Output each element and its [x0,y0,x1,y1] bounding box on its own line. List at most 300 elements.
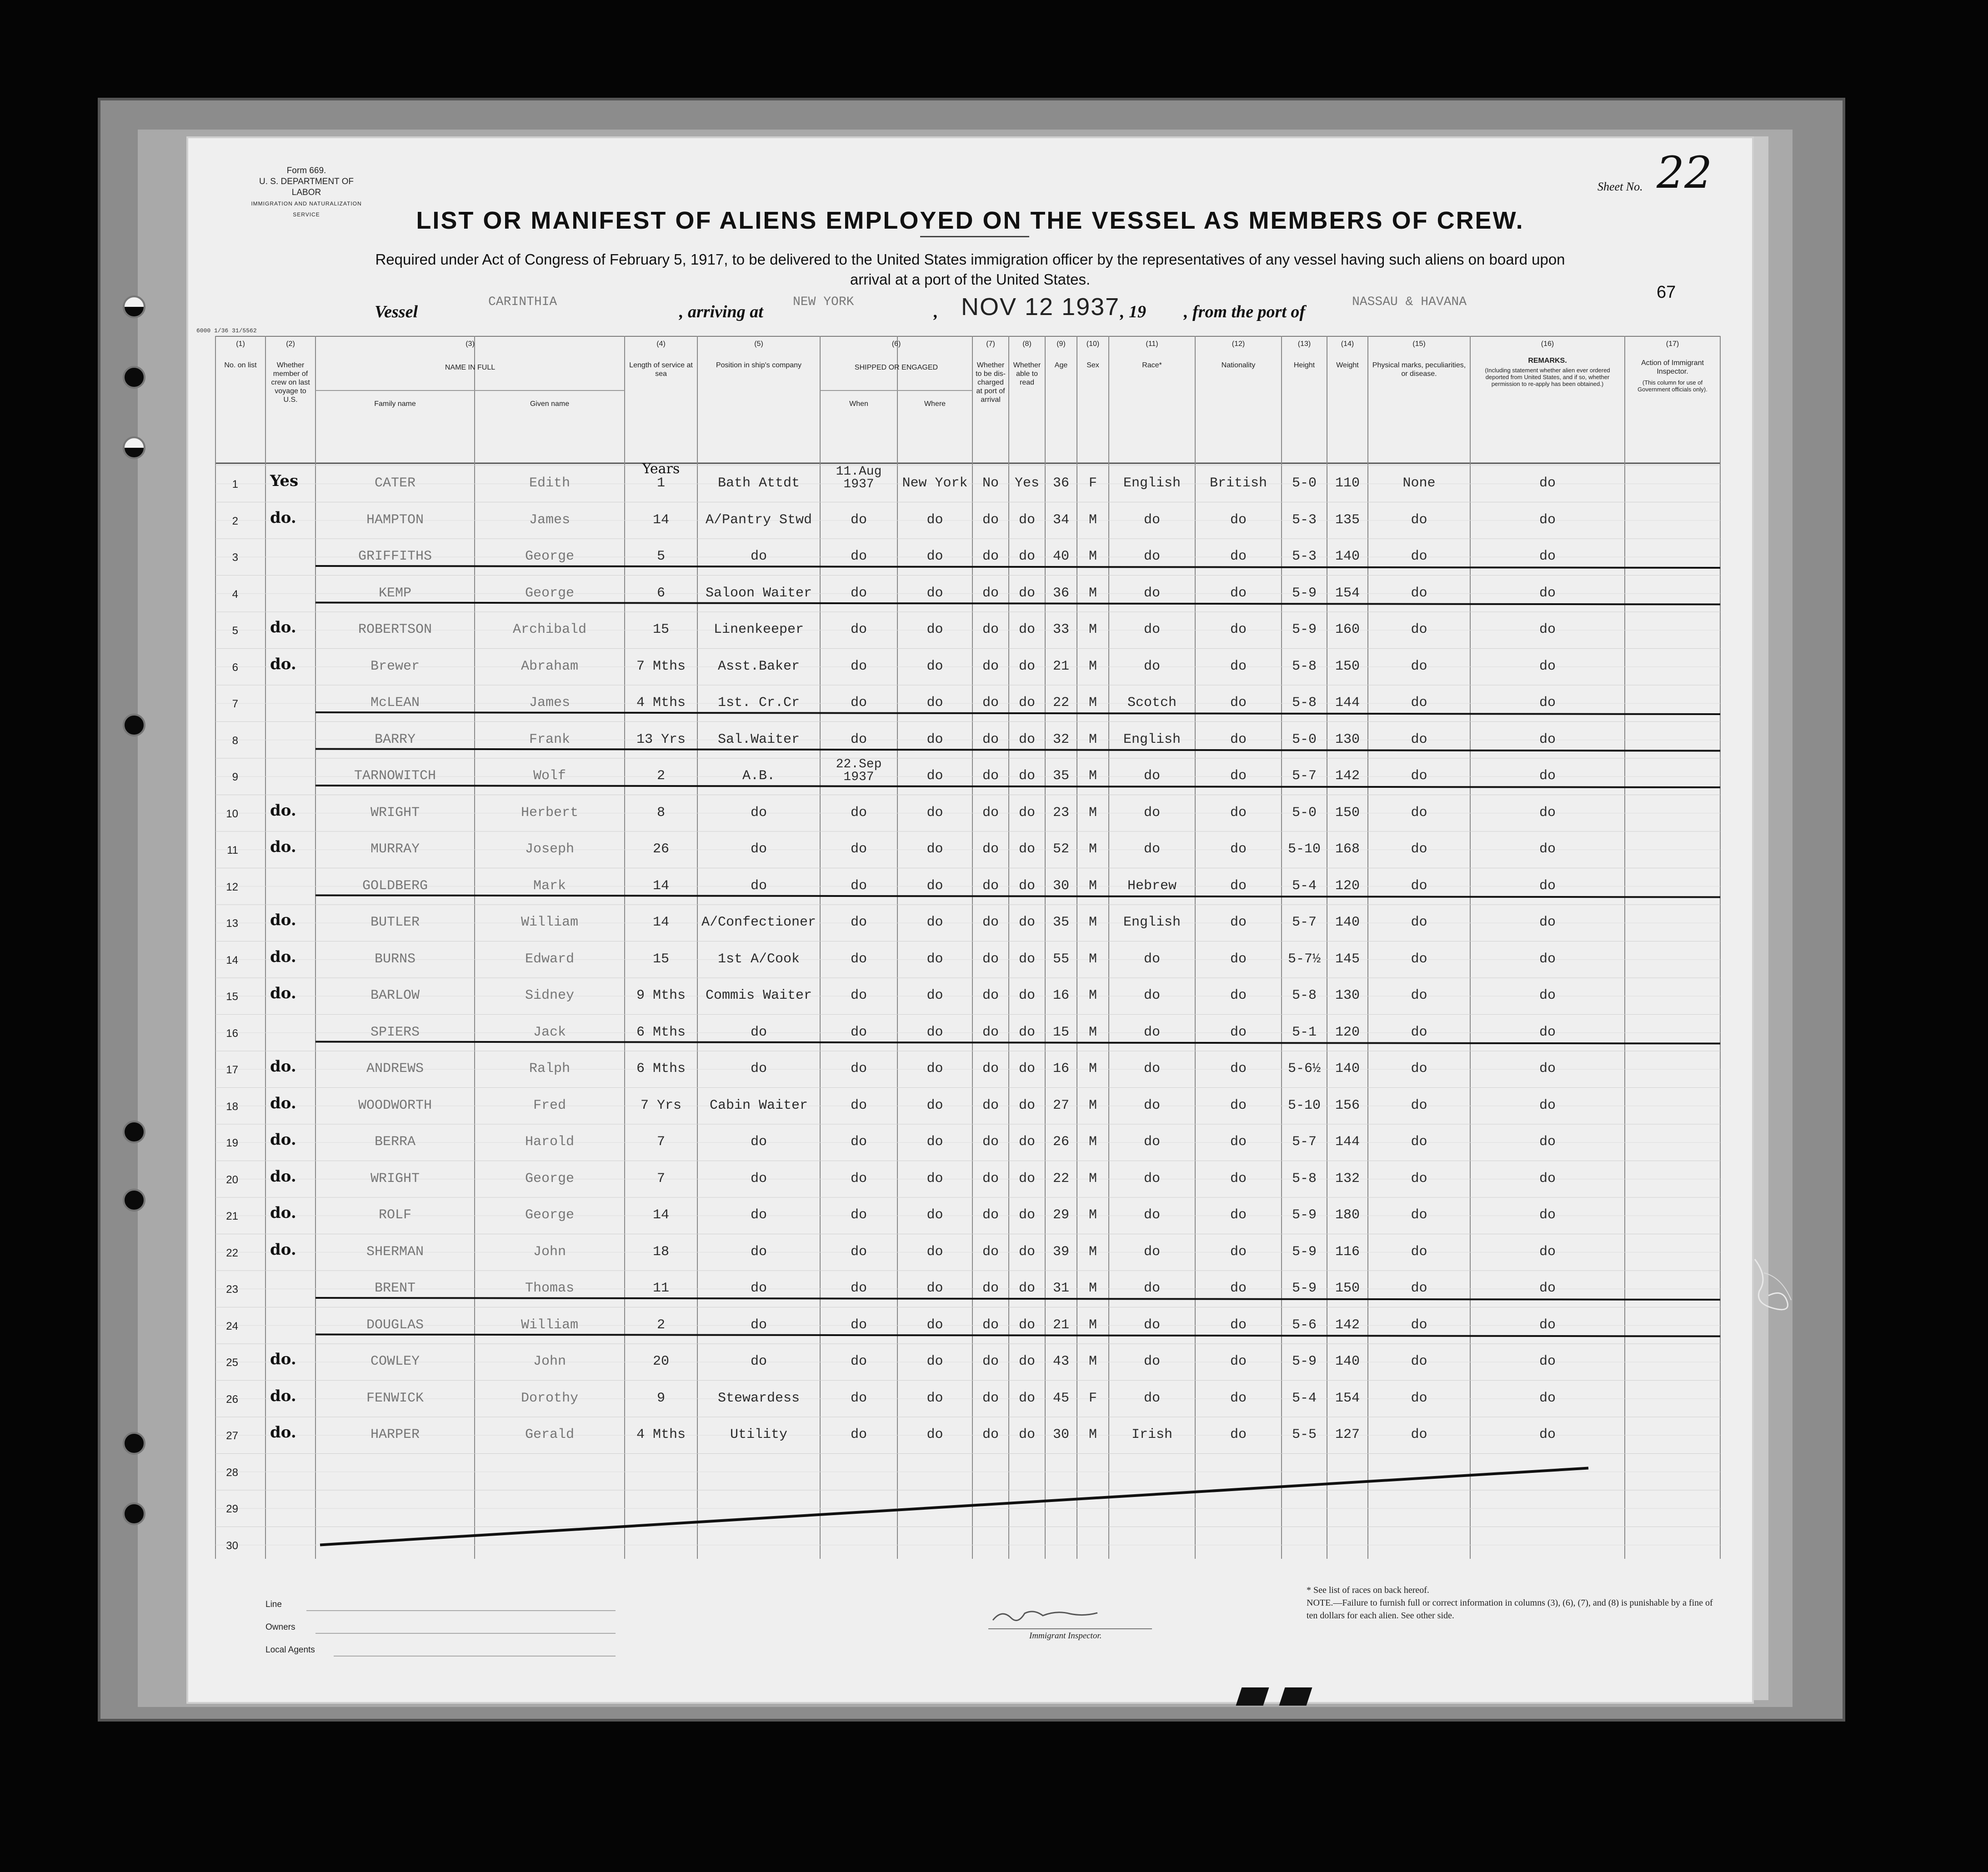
able-to-read-cell: do [1018,1427,1035,1442]
line-number: 19 [226,1137,238,1149]
race-cell: do [1143,841,1160,857]
line-number: 12 [226,881,238,893]
remarks-cell: do [1539,512,1556,528]
nationality-cell: do [1230,1244,1247,1260]
position-cell: Bath Attdt [717,476,800,491]
line-number: 25 [226,1356,238,1369]
nationality-cell: do [1230,585,1247,601]
department: U. S. DEPARTMENT OF LABOR [259,177,354,197]
weight-cell: 130 [1335,731,1360,747]
family-name-cell: WRIGHT [370,1171,420,1186]
discharged-cell: do [982,768,999,784]
weight-cell: 140 [1335,1061,1360,1076]
remarks-cell: do [1539,476,1556,491]
shipped-where-cell: do [926,695,943,711]
family-name-cell: BARRY [374,731,416,747]
comma: , [934,302,938,321]
service-cell: 6 Mths [636,1061,686,1076]
shipped-where-cell: do [926,731,943,747]
height-cell: 5-6 [1292,1317,1317,1333]
service-cell: 4 Mths [636,695,686,711]
line-field [306,1610,616,1611]
service-cell: 14 [652,878,669,894]
weight-cell: 160 [1335,622,1360,637]
line-number: 6 [232,661,238,674]
age-cell: 30 [1052,1427,1069,1442]
sex-cell: M [1088,1171,1097,1186]
nationality-cell: do [1230,1097,1247,1113]
last-voyage-mark: do. [270,911,296,929]
discharged-cell: do [982,1244,999,1260]
position-cell: A/Confectioner [701,915,816,930]
service-cell: 13 Yrs [636,731,686,747]
shipped-when-cell: do [850,915,867,930]
physical-marks-cell: None [1402,476,1436,491]
race-cell: do [1143,768,1160,784]
shipped-when-cell: do [850,1097,867,1113]
nationality-cell: do [1230,1171,1247,1186]
nationality-cell: do [1230,1061,1247,1076]
race-cell: English [1123,731,1181,747]
inspector-signature [988,1607,1107,1629]
last-voyage-mark: do. [270,1094,296,1112]
sex-cell: M [1088,1061,1097,1076]
service-cell: 7 [656,1134,665,1150]
shipped-when-cell: do [850,988,867,1003]
shipped-when-cell: do [850,1207,867,1223]
from-port: NASSAU & HAVANA [1352,295,1467,309]
column-detail-c16: (Including statement whether alien ever ordered deported from United States, and if so, whether permission to re-apply has been obtained.) [1485,367,1610,387]
age-cell: 27 [1052,1097,1069,1113]
remarks-cell: do [1539,1171,1556,1186]
page-title: LIST OR MANIFEST OF ALIENS EMPLOYED ON THE VESSEL AS MEMBERS OF CREW. [416,207,1524,234]
remarks-cell: do [1539,1244,1556,1260]
line-number: 20 [226,1173,238,1186]
discharged-cell: do [982,622,999,637]
column-label-c13: Height [1293,361,1315,369]
height-cell: 5-10 [1287,841,1321,857]
race-cell: Scotch [1127,695,1177,711]
height-cell: 5-6½ [1287,1061,1321,1076]
line-number: 8 [232,734,238,747]
physical-marks-cell: do [1411,1171,1427,1186]
weight-cell: 140 [1335,915,1360,930]
weight-cell: 142 [1335,768,1360,784]
age-cell: 16 [1052,988,1069,1003]
family-name-cell: ANDREWS [366,1061,424,1076]
shipped-where-cell: do [926,1354,943,1369]
column-number-c16: (16) [1541,340,1554,348]
remarks-cell: do [1539,549,1556,564]
weight-cell: 135 [1335,512,1360,528]
binder-hole [123,295,145,318]
given-name-cell: Herbert [521,805,579,821]
physical-marks-cell: do [1411,915,1427,930]
last-voyage-mark: do. [270,655,296,673]
position-cell: 1st A/Cook [717,951,800,967]
last-voyage-mark: do. [270,1423,296,1442]
strike-through-line [315,749,1720,751]
last-voyage-mark: do. [270,1240,296,1259]
last-voyage-mark: do. [270,1057,296,1076]
age-cell: 52 [1052,841,1069,857]
column-label-given-name: Given name [530,400,570,408]
sex-cell: M [1088,805,1097,821]
physical-marks-cell: do [1411,512,1427,528]
column-number-c3: (3) [466,340,475,348]
race-cell: do [1143,1097,1160,1113]
discharged-cell: do [982,1427,999,1442]
nationality-cell: do [1230,805,1247,821]
discharged-cell: do [982,695,999,711]
shipped-where-cell: do [926,951,943,967]
nationality-cell: do [1230,1354,1247,1369]
race-cell: do [1143,1024,1160,1040]
weight-cell: 116 [1335,1244,1360,1260]
sex-cell: M [1088,731,1097,747]
line-number: 27 [226,1430,238,1442]
shipped-where-cell: do [926,622,943,637]
discharged-cell: do [982,1281,999,1296]
position-cell: do [750,878,767,894]
last-voyage-mark: do. [270,1167,296,1186]
line-number: 23 [226,1283,238,1296]
family-name-cell: GOLDBERG [362,878,428,894]
arrival-port: NEW YORK [793,295,854,309]
sex-cell: M [1088,1097,1097,1113]
column-label-c10: Sex [1087,361,1099,369]
race-cell: do [1143,622,1160,637]
weight-cell: 120 [1335,1024,1360,1040]
race-cell: do [1143,658,1160,674]
owners-label: Owners [265,1622,295,1632]
shipped-where-cell: do [926,768,943,784]
service-cell: 20 [652,1354,669,1369]
column-label-c5: Position in ship's company [716,361,802,369]
family-name-cell: HARPER [370,1427,420,1442]
physical-marks-cell: do [1411,988,1427,1003]
sex-cell: M [1088,695,1097,711]
position-cell: 1st. Cr.Cr [717,695,800,711]
column-label-c15: Physical marks, peculiarities, or disease. [1372,361,1466,378]
physical-marks-cell: do [1411,1281,1427,1296]
position-cell: A.B. [742,768,775,784]
sex-cell: F [1088,476,1097,491]
line-number: 18 [226,1100,238,1113]
age-cell: 45 [1052,1390,1069,1406]
sex-cell: M [1088,512,1097,528]
race-cell: do [1143,549,1160,564]
service-cell: 9 [656,1390,665,1406]
line-number: 30 [226,1539,238,1552]
family-name-cell: FENWICK [366,1390,424,1406]
given-name-cell: Wolf [533,768,566,784]
age-cell: 35 [1052,768,1069,784]
column-number-c11: (11) [1146,340,1158,348]
height-cell: 5-3 [1292,512,1317,528]
signature-line [988,1628,1152,1629]
weight-cell: 145 [1335,951,1360,967]
age-cell: 30 [1052,878,1069,894]
age-cell: 26 [1052,1134,1069,1150]
nationality-cell: do [1230,695,1247,711]
line-number: 3 [232,551,238,564]
physical-marks-cell: do [1411,695,1427,711]
weight-cell: 180 [1335,1207,1360,1223]
physical-marks-cell: do [1411,768,1427,784]
sex-cell: M [1088,1427,1097,1442]
service-cell: 7 Mths [636,658,686,674]
able-to-read-cell: do [1018,1281,1035,1296]
sex-cell: M [1088,1207,1097,1223]
shipped-where-cell: do [926,878,943,894]
column-label-where: Where [924,400,946,408]
able-to-read-cell: do [1018,768,1035,784]
able-to-read-cell: do [1018,512,1035,528]
race-cell: do [1143,1281,1160,1296]
column-number-c9: (9) [1057,340,1066,348]
family-name-cell: WOODWORTH [358,1097,432,1113]
shipped-where-cell: do [926,1427,943,1442]
race-cell: Hebrew [1127,878,1177,894]
able-to-read-cell: do [1018,622,1035,637]
sex-cell: M [1088,549,1097,564]
discharged-cell: do [982,1207,999,1223]
position-cell: do [750,1317,767,1333]
age-cell: 36 [1052,585,1069,601]
column-label-c8: Whether able to read [1013,361,1041,386]
loose-thread [1737,1255,1828,1318]
family-name-cell: HAMPTON [366,512,424,528]
height-cell: 5-10 [1287,1097,1321,1113]
able-to-read-cell: do [1018,1317,1035,1333]
height-cell: 5-0 [1292,476,1317,491]
column-label-c14: Weight [1336,361,1359,369]
discharged-cell: do [982,915,999,930]
physical-marks-cell: do [1411,1390,1427,1406]
shipped-where-cell: do [926,1207,943,1223]
age-cell: 36 [1052,476,1069,491]
family-name-cell: WRIGHT [370,805,420,821]
column-label-when: When [849,400,868,408]
service-cell: 14 [652,512,669,528]
able-to-read-cell: do [1018,1097,1035,1113]
shipped-when-cell: do [850,549,867,564]
position-cell: Linenkeeper [713,622,804,637]
line-number: 15 [226,991,238,1003]
sex-cell: M [1088,988,1097,1003]
line-number: 26 [226,1393,238,1406]
binder-hole [123,1121,145,1143]
local-agents-label: Local Agents [265,1645,315,1655]
shipped-where-cell: do [926,1134,943,1150]
height-cell: 5-0 [1292,805,1317,821]
able-to-read-cell: do [1018,951,1035,967]
service-name: IMMIGRATION AND NATURALIZATION SERVICE [251,200,362,218]
strike-through-line [315,896,1720,897]
position-cell: Sal.Waiter [717,731,800,747]
nationality-cell: do [1230,1427,1247,1442]
shipped-where-cell: do [926,658,943,674]
column-number-c7: (7) [986,340,995,348]
family-name-cell: BRENT [374,1281,416,1296]
family-name-cell: SHERMAN [366,1244,424,1260]
race-cell: do [1143,1171,1160,1186]
column-label-c2: Whether member of crew on last voyage to U.S. [271,361,310,404]
age-cell: 34 [1052,512,1069,528]
nationality-cell: do [1230,1390,1247,1406]
remarks-cell: do [1539,622,1556,637]
weight-cell: 154 [1335,1390,1360,1406]
line-number: 1 [232,478,238,491]
height-cell: 5-7½ [1287,951,1321,967]
line-number: 7 [232,698,238,710]
able-to-read-cell: do [1018,878,1035,894]
discharged-cell: do [982,1024,999,1040]
nationality-cell: do [1230,768,1247,784]
position-cell: Asst.Baker [717,658,800,674]
form-code: 6000 1/36 31/5562 [196,327,257,334]
position-cell: Saloon Waiter [705,585,812,601]
form-number: Form 669. [286,166,326,175]
race-cell: do [1143,1390,1160,1406]
position-cell: do [750,1024,767,1040]
column-label-c16: REMARKS. [1528,357,1567,365]
column-number-c8: (8) [1022,340,1032,348]
race-cell: English [1123,915,1181,930]
note-text: —Failure to furnish full or correct information in columns (3), (6), (7), and (8) is punishable by a fine of ten dollars for each alien. See other side. [1307,1598,1713,1621]
shipped-when-cell: do [850,1390,867,1406]
service-cell: 6 [656,585,665,601]
able-to-read-cell: do [1018,695,1035,711]
given-name-cell: Dorothy [521,1390,579,1406]
height-cell: 5-7 [1292,1134,1317,1150]
remarks-cell: do [1539,1427,1556,1442]
nationality-cell: British [1209,476,1267,491]
able-to-read-cell: do [1018,1171,1035,1186]
physical-marks-cell: do [1411,1317,1427,1333]
column-label-family-name: Family name [374,400,416,408]
able-to-read-cell: do [1018,1207,1035,1223]
shipped-where-cell: do [926,1061,943,1076]
last-voyage-mark: do. [270,1350,296,1368]
weight-cell: 140 [1335,1354,1360,1369]
given-name-cell: Sidney [525,988,575,1003]
column-label-c12: Nationality [1221,361,1256,369]
discharged-cell: do [982,658,999,674]
shipped-when-cell: do [850,585,867,601]
age-cell: 33 [1052,622,1069,637]
race-cell: English [1123,476,1181,491]
race-cell: do [1143,585,1160,601]
remarks-cell: do [1539,1354,1556,1369]
column-detail-c17: (This column for use of Government officials only). [1637,379,1708,393]
age-cell: 40 [1052,549,1069,564]
service-cell: 7 Yrs [640,1097,681,1113]
able-to-read-cell: do [1018,1244,1035,1260]
able-to-read-cell: do [1018,549,1035,564]
discharged-cell: do [982,731,999,747]
shipped-when-cell: do [850,512,867,528]
able-to-read-cell: do [1018,841,1035,857]
sex-cell: F [1088,1390,1097,1406]
family-name-cell: COWLEY [370,1354,420,1369]
service-cell: 1 [656,476,665,491]
position-cell: Stewardess [717,1390,800,1406]
weight-cell: 142 [1335,1317,1360,1333]
last-voyage-mark: do. [270,508,296,527]
height-cell: 5-8 [1292,1171,1317,1186]
weight-cell: 150 [1335,1281,1360,1296]
physical-marks-cell: do [1411,878,1427,894]
discharged-cell: No [982,476,999,491]
discharged-cell: do [982,951,999,967]
family-name-cell: BARLOW [370,988,420,1003]
last-voyage-mark: do. [270,838,296,856]
age-cell: 21 [1052,658,1069,674]
shipped-where-cell: do [926,841,943,857]
title-rule [920,236,1029,237]
remarks-cell: do [1539,1134,1556,1150]
age-cell: 22 [1052,695,1069,711]
last-voyage-mark: Yes [270,472,299,490]
line-number: 11 [227,844,238,856]
height-cell: 5-7 [1292,915,1317,930]
given-name-cell: George [525,1171,575,1186]
physical-marks-cell: do [1411,951,1427,967]
binder-hole [123,1189,145,1211]
weight-cell: 110 [1335,476,1360,491]
strike-through-line [315,1042,1720,1044]
given-name-cell: George [525,585,575,601]
position-cell: do [750,805,767,821]
shipped-where-cell: do [926,1097,943,1113]
nationality-cell: do [1230,1134,1247,1150]
remarks-cell: do [1539,1061,1556,1076]
remarks-cell: do [1539,1024,1556,1040]
weight-cell: 140 [1335,549,1360,564]
race-cell: Irish [1131,1427,1172,1442]
able-to-read-cell: do [1018,1024,1035,1040]
manifest-sheet [186,136,1754,1704]
physical-marks-cell: do [1411,1244,1427,1260]
binder-hole [123,1432,145,1455]
remarks-cell: do [1539,988,1556,1003]
last-voyage-mark: do. [270,984,296,1002]
service-cell: 9 Mths [636,988,686,1003]
given-name-cell: George [525,1207,575,1223]
position-cell: Commis Waiter [705,988,812,1003]
shipped-when-cell: do [850,1024,867,1040]
shipped-when-cell: do [850,695,867,711]
shipped-where-cell: do [926,549,943,564]
able-to-read-cell: do [1018,585,1035,601]
service-cell: 18 [652,1244,669,1260]
physical-marks-cell: do [1411,1207,1427,1223]
weight-cell: 156 [1335,1097,1360,1113]
race-cell: do [1143,1317,1160,1333]
weight-cell: 127 [1335,1427,1360,1442]
age-cell: 21 [1052,1317,1069,1333]
shipped-where-cell: New York [902,476,968,491]
position-cell: do [750,1061,767,1076]
family-name-cell: ROBERTSON [358,622,432,637]
position-cell: do [750,841,767,857]
sex-cell: M [1088,878,1097,894]
able-to-read-cell: do [1018,1390,1035,1406]
sex-cell: M [1088,1354,1097,1369]
physical-marks-cell: do [1411,1354,1427,1369]
